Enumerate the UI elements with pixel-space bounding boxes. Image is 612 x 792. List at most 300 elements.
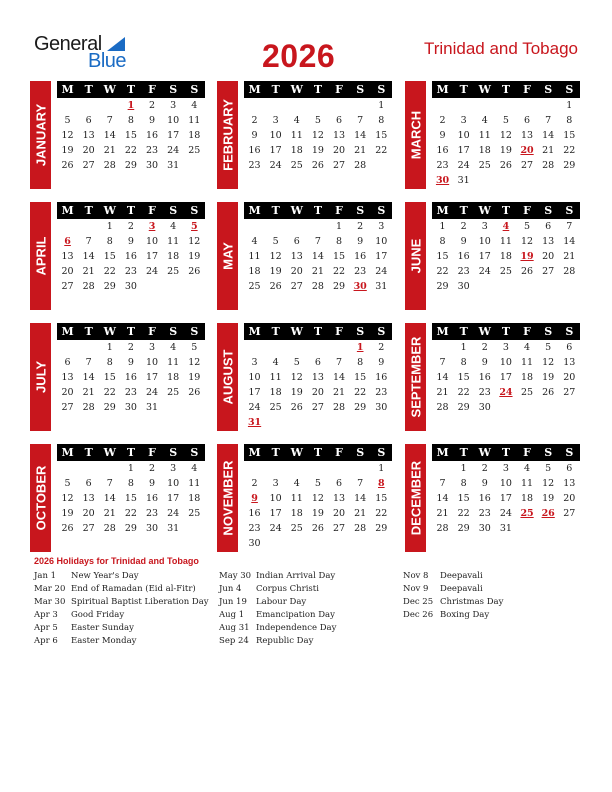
day-cell: 3 [170, 463, 177, 474]
day-cell: 21 [354, 145, 367, 156]
day-cell: 23 [146, 145, 159, 156]
day-cell: 23 [478, 387, 491, 398]
holiday-day-cell: 1 [356, 342, 364, 353]
day-cell: 18 [290, 145, 303, 156]
day-cell: 13 [61, 251, 74, 262]
weekday-header [432, 323, 580, 340]
day-cell [538, 173, 559, 188]
day-cell: 26 [61, 523, 74, 534]
weekday-header [57, 323, 205, 340]
month-grid [432, 323, 580, 415]
weekday-label: T [501, 83, 511, 96]
day-cell: 9 [149, 478, 156, 489]
day-cell: 20 [82, 145, 95, 156]
day-cell: 6 [566, 463, 573, 474]
day-cell: 15 [436, 251, 449, 262]
day-cell: 12 [290, 372, 303, 383]
day-cell: 24 [269, 160, 282, 171]
day-cell: 27 [61, 402, 74, 413]
day-cell: 16 [124, 372, 137, 383]
weekday-label: T [501, 446, 511, 459]
holiday-day-cell: 24 [499, 387, 513, 398]
day-cell: 24 [499, 508, 512, 519]
day-cell: 29 [457, 402, 470, 413]
week-row [57, 370, 205, 385]
weekday-header [57, 444, 205, 461]
month-label [30, 202, 51, 310]
day-cell [265, 461, 286, 476]
week-row [432, 264, 580, 279]
day-cell [286, 98, 307, 113]
holiday-day-cell: 9 [251, 493, 258, 504]
week-row [432, 370, 580, 385]
day-cell: 25 [269, 402, 282, 413]
day-cell: 27 [311, 402, 324, 413]
weekday-label: W [290, 83, 303, 96]
day-cell: 16 [124, 251, 137, 262]
day-cell: 29 [375, 523, 388, 534]
day-cell: 23 [146, 508, 159, 519]
weekday-header [244, 323, 392, 340]
week-row [57, 98, 205, 113]
holiday-row [34, 596, 209, 609]
weekday-label: F [335, 325, 343, 338]
weekday-label: M [436, 446, 449, 459]
holiday-date: Apr 6 [34, 636, 58, 646]
day-cell: 14 [354, 130, 367, 141]
weekday-header [432, 81, 580, 98]
weekday-label: T [84, 83, 93, 96]
holiday-date: Mar 20 [34, 584, 66, 594]
day-cell: 25 [478, 160, 491, 171]
holiday-day-cell: 26 [541, 508, 555, 519]
day-cell: 3 [170, 100, 177, 111]
month-name: DECEMBER [408, 460, 423, 536]
week-row [244, 143, 392, 158]
day-cell: 4 [293, 115, 300, 126]
weekday-label: W [478, 204, 491, 217]
month-name: SEPTEMBER [408, 336, 423, 418]
day-cell [57, 219, 78, 234]
month-november [217, 444, 392, 552]
day-cell: 20 [290, 266, 303, 277]
day-cell: 28 [82, 402, 95, 413]
day-cell: 18 [188, 130, 201, 141]
weekday-label: M [61, 325, 74, 338]
day-cell: 14 [333, 372, 346, 383]
day-cell: 13 [542, 236, 555, 247]
day-cell: 11 [521, 357, 534, 368]
day-cell: 21 [563, 251, 576, 262]
weekday-header [432, 202, 580, 219]
day-cell: 25 [188, 145, 201, 156]
day-cell: 29 [436, 281, 449, 292]
day-cell: 27 [333, 160, 346, 171]
week-row [432, 400, 580, 415]
day-cell: 11 [269, 372, 282, 383]
month-name: APRIL [33, 236, 48, 276]
weekday-label: T [313, 204, 323, 217]
weekday-label: S [356, 325, 365, 338]
weekday-label: T [459, 83, 468, 96]
day-cell [517, 279, 538, 294]
weekday-label: W [103, 325, 116, 338]
day-cell [184, 158, 205, 173]
month-name: JUNE [408, 238, 423, 274]
day-cell: 25 [499, 266, 512, 277]
week-row [432, 355, 580, 370]
weekday-label: W [290, 204, 303, 217]
day-cell: 26 [311, 523, 324, 534]
weekday-label: S [377, 325, 386, 338]
day-cell [538, 521, 559, 536]
month-label [217, 81, 238, 189]
day-cell: 26 [311, 160, 324, 171]
day-cell: 9 [439, 130, 446, 141]
day-cell: 30 [146, 160, 159, 171]
month-label [217, 323, 238, 431]
logo-blue-text: Blue [88, 50, 127, 72]
holiday-name: Easter Sunday [71, 623, 134, 633]
weekday-label: F [335, 83, 343, 96]
day-cell: 1 [106, 342, 113, 353]
weekday-label: S [544, 83, 553, 96]
day-cell: 30 [478, 402, 491, 413]
holiday-date: Jun 19 [219, 597, 247, 607]
weekday-label: T [271, 325, 280, 338]
week-row [432, 173, 580, 188]
holiday-day-cell: 30 [353, 281, 367, 292]
week-row [57, 264, 205, 279]
month-name: JULY [33, 360, 48, 394]
weekday-header [57, 81, 205, 98]
day-cell [559, 279, 580, 294]
day-cell: 22 [354, 387, 367, 398]
week-row [432, 158, 580, 173]
day-cell: 27 [542, 266, 555, 277]
weekday-label: W [478, 83, 491, 96]
holiday-column [403, 570, 503, 622]
day-cell: 14 [82, 251, 95, 262]
day-cell: 18 [167, 372, 180, 383]
day-cell: 5 [314, 478, 321, 489]
holiday-date: Jan 1 [34, 571, 57, 581]
weekday-label: T [459, 446, 468, 459]
day-cell [350, 461, 371, 476]
day-cell: 23 [375, 387, 388, 398]
day-cell: 28 [436, 402, 449, 413]
day-cell: 27 [61, 281, 74, 292]
month-label [30, 323, 51, 431]
day-cell: 28 [82, 281, 95, 292]
day-cell: 7 [357, 478, 364, 489]
day-cell: 28 [311, 281, 324, 292]
day-cell: 15 [103, 372, 116, 383]
weekday-label: M [248, 325, 261, 338]
day-cell: 24 [269, 523, 282, 534]
holiday-day-cell: 19 [520, 251, 534, 262]
weekday-header [244, 202, 392, 219]
week-row [244, 340, 392, 355]
weekday-label: S [190, 83, 199, 96]
holiday-name: Emancipation Day [256, 610, 335, 620]
day-cell: 16 [436, 145, 449, 156]
week-row [432, 506, 580, 521]
day-cell [265, 340, 286, 355]
day-cell: 7 [336, 357, 343, 368]
week-row [244, 521, 392, 536]
day-cell: 21 [542, 145, 555, 156]
day-cell: 3 [149, 342, 156, 353]
day-cell: 14 [354, 493, 367, 504]
holiday-date: Apr 5 [34, 623, 58, 633]
day-cell: 3 [272, 115, 279, 126]
day-cell: 9 [127, 357, 134, 368]
day-cell: 15 [563, 130, 576, 141]
holiday-day-cell: 25 [520, 508, 534, 519]
month-grid [57, 202, 205, 294]
day-cell: 3 [502, 463, 509, 474]
month-name: NOVEMBER [220, 460, 235, 536]
day-cell: 8 [460, 478, 467, 489]
holiday-row [34, 583, 209, 596]
day-cell: 5 [502, 115, 509, 126]
day-cell: 25 [188, 508, 201, 519]
month-january [30, 81, 205, 189]
week-row [432, 143, 580, 158]
day-cell: 8 [336, 236, 343, 247]
day-cell [307, 415, 328, 430]
holiday-name: Spiritual Baptist Liberation Day [71, 597, 209, 607]
day-cell: 20 [542, 251, 555, 262]
day-cell: 12 [61, 130, 74, 141]
day-cell: 17 [457, 145, 470, 156]
day-cell: 2 [357, 221, 364, 232]
week-row [244, 370, 392, 385]
day-cell: 14 [103, 493, 116, 504]
day-cell: 11 [167, 357, 180, 368]
weekday-label: T [271, 83, 280, 96]
week-row [57, 506, 205, 521]
weekday-label: F [148, 83, 156, 96]
day-cell [57, 461, 78, 476]
day-cell: 23 [436, 160, 449, 171]
week-row [57, 340, 205, 355]
day-cell [329, 461, 350, 476]
day-cell: 6 [336, 478, 343, 489]
day-cell [184, 279, 205, 294]
day-cell: 5 [64, 478, 71, 489]
day-cell: 22 [457, 387, 470, 398]
day-cell: 21 [436, 508, 449, 519]
holiday-row [219, 635, 336, 648]
day-cell: 11 [188, 478, 201, 489]
day-cell: 27 [563, 508, 576, 519]
day-cell: 11 [521, 478, 534, 489]
week-row [57, 476, 205, 491]
country-title: Trinidad and Tobago [423, 39, 578, 58]
day-cell: 5 [272, 236, 279, 247]
day-cell: 5 [191, 342, 198, 353]
week-row [244, 158, 392, 173]
day-cell [495, 400, 516, 415]
holiday-date: Aug 1 [219, 610, 245, 620]
day-cell: 29 [563, 160, 576, 171]
weekday-label: S [169, 83, 178, 96]
day-cell: 2 [149, 100, 156, 111]
month-name: AUGUST [220, 349, 235, 405]
day-cell: 16 [146, 130, 159, 141]
week-row [432, 249, 580, 264]
month-grid [432, 444, 580, 536]
day-cell: 30 [146, 523, 159, 534]
week-row [432, 98, 580, 113]
week-row [57, 234, 205, 249]
month-grid [57, 323, 205, 415]
day-cell: 1 [460, 342, 467, 353]
weekday-header [244, 444, 392, 461]
day-cell: 17 [478, 251, 491, 262]
day-cell: 8 [106, 236, 113, 247]
weekday-label: W [103, 83, 116, 96]
day-cell: 25 [167, 266, 180, 277]
day-cell: 19 [188, 251, 201, 262]
weekday-label: T [126, 83, 136, 96]
day-cell: 16 [248, 145, 261, 156]
weekday-label: M [436, 83, 449, 96]
day-cell [371, 536, 392, 551]
week-row [432, 385, 580, 400]
day-cell: 12 [311, 493, 324, 504]
weekday-label: T [271, 204, 280, 217]
week-row [244, 536, 392, 551]
day-cell: 12 [499, 130, 512, 141]
weekday-label: F [335, 204, 343, 217]
day-cell: 22 [333, 266, 346, 277]
weekday-header [432, 444, 580, 461]
day-cell: 2 [127, 221, 134, 232]
day-cell: 2 [251, 478, 258, 489]
day-cell: 28 [563, 266, 576, 277]
week-row [244, 113, 392, 128]
week-row [432, 113, 580, 128]
week-row [432, 491, 580, 506]
day-cell [78, 340, 99, 355]
week-row [57, 113, 205, 128]
day-cell: 4 [170, 221, 177, 232]
day-cell: 1 [378, 463, 385, 474]
holiday-day-cell: 3 [148, 221, 156, 232]
day-cell: 4 [481, 115, 488, 126]
day-cell: 9 [251, 130, 258, 141]
week-row [57, 355, 205, 370]
day-cell [432, 98, 453, 113]
day-cell: 20 [311, 387, 324, 398]
day-cell: 15 [375, 130, 388, 141]
holiday-name: Boxing Day [440, 610, 490, 620]
day-cell: 23 [124, 266, 137, 277]
day-cell: 8 [127, 478, 134, 489]
week-row [432, 279, 580, 294]
week-row [244, 491, 392, 506]
day-cell: 1 [378, 100, 385, 111]
day-cell: 21 [103, 508, 116, 519]
day-cell: 22 [103, 266, 116, 277]
day-cell: 15 [457, 493, 470, 504]
day-cell: 25 [290, 523, 303, 534]
holiday-row [34, 609, 209, 622]
month-grid [244, 323, 392, 430]
week-row [244, 264, 392, 279]
day-cell: 22 [375, 145, 388, 156]
day-cell: 29 [103, 281, 116, 292]
weekday-label: S [190, 204, 199, 217]
month-march [405, 81, 580, 189]
weekday-label: F [148, 325, 156, 338]
week-row [57, 279, 205, 294]
day-cell: 13 [61, 372, 74, 383]
day-cell: 21 [311, 266, 324, 277]
day-cell: 31 [457, 175, 470, 186]
day-cell [57, 340, 78, 355]
day-cell: 8 [460, 357, 467, 368]
day-cell: 23 [457, 266, 470, 277]
weekday-label: W [290, 446, 303, 459]
day-cell: 13 [563, 478, 576, 489]
day-cell: 18 [521, 372, 534, 383]
month-name: OCTOBER [33, 465, 48, 531]
weekday-label: T [84, 204, 93, 217]
day-cell: 19 [61, 508, 74, 519]
day-cell [371, 415, 392, 430]
day-cell: 11 [499, 236, 512, 247]
day-cell: 27 [563, 387, 576, 398]
weekday-label: T [126, 325, 136, 338]
day-cell: 22 [457, 508, 470, 519]
day-cell [78, 98, 99, 113]
day-cell: 22 [124, 508, 137, 519]
day-cell: 1 [460, 463, 467, 474]
day-cell [350, 415, 371, 430]
day-cell: 8 [127, 115, 134, 126]
day-cell [538, 400, 559, 415]
day-cell: 10 [248, 372, 261, 383]
day-cell: 18 [248, 266, 261, 277]
day-cell: 28 [354, 160, 367, 171]
day-cell: 5 [545, 463, 552, 474]
day-cell [495, 98, 516, 113]
day-cell: 10 [269, 130, 282, 141]
day-cell: 16 [457, 251, 470, 262]
day-cell: 22 [563, 145, 576, 156]
holiday-name: Indian Arrival Day [256, 571, 336, 581]
day-cell [244, 219, 265, 234]
day-cell: 27 [333, 523, 346, 534]
day-cell: 1 [336, 221, 343, 232]
day-cell: 3 [378, 221, 385, 232]
month-june [405, 202, 580, 310]
day-cell: 1 [127, 463, 134, 474]
day-cell: 20 [61, 387, 74, 398]
day-cell: 10 [146, 236, 159, 247]
day-cell: 14 [436, 493, 449, 504]
day-cell: 6 [524, 115, 531, 126]
day-cell: 2 [251, 115, 258, 126]
holiday-row [403, 609, 503, 622]
day-cell [265, 536, 286, 551]
day-cell: 21 [354, 508, 367, 519]
day-cell: 28 [354, 523, 367, 534]
